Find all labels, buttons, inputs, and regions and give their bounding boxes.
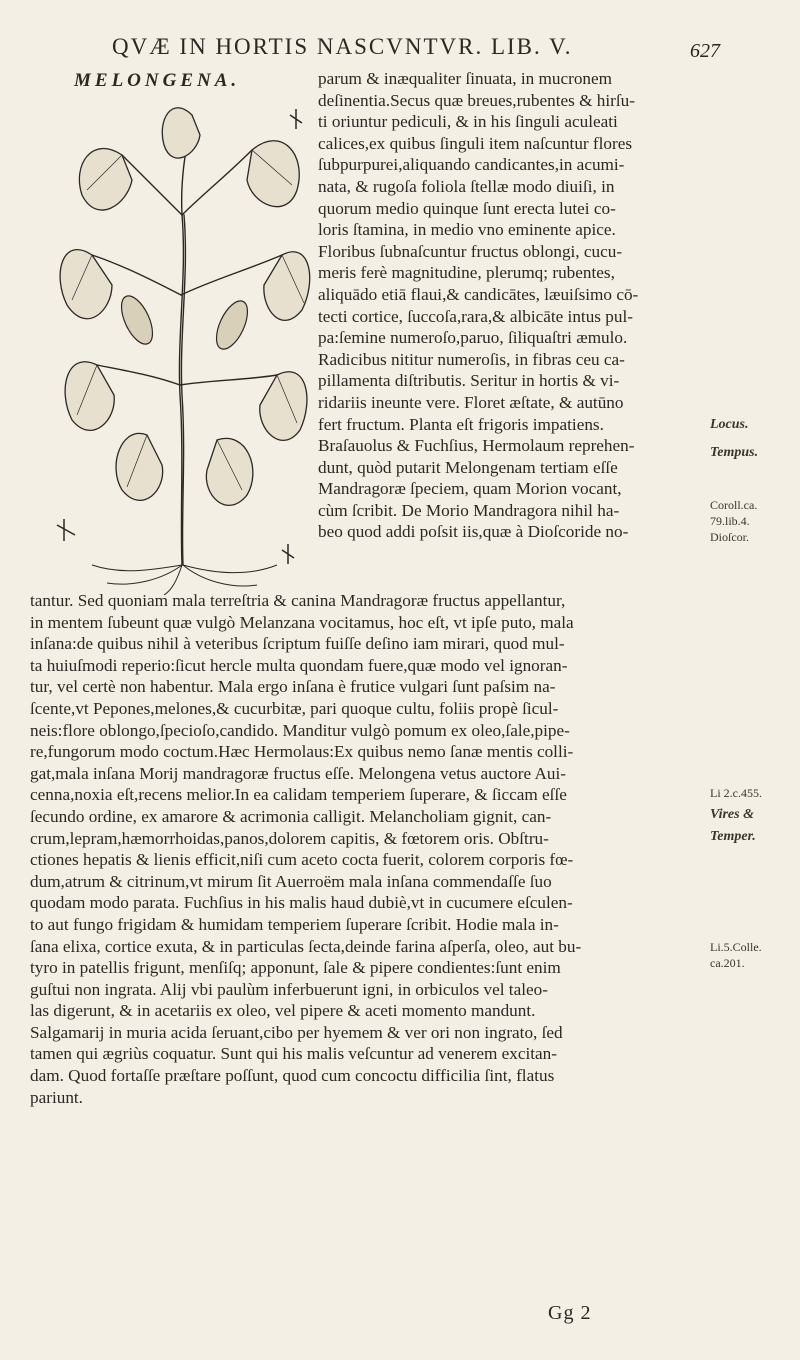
text-line: tecti cortice, ſuccoſa,rara,& albicāte intus pul- [318,306,633,326]
text-line: Radicibus nititur numeroſis, in fibras ceu ca- [318,349,625,369]
margin-note: Temper. [710,829,756,844]
text-line: pillamenta diſtributis. Seritur in hortis & vi- [318,371,620,391]
margin-note: ca.201. [710,956,745,970]
text-line: Braſauolus & Fuchſius, Hermolaum reprehen- [318,436,635,456]
text-line: guſtui non ingrata. Alij vbi paulùm inferbuerunt igni, in orbiculos vel taleo- [30,979,548,999]
text-line: dum,atrum & citrinum,vt mirum ſit Auerroëm mala inſana commendaſſe ſuo [30,871,552,891]
text-line: deſinentia.Secus quæ breues,rubentes & hirſu- [318,90,635,110]
text-line: pa:ſemine numeroſo,paruo, ſiliquaſtri æmulo. [318,328,628,348]
text-line: tyro in patellis frigunt, menſiſq; apponunt, ſale & pipere condientes:ſunt enim [30,958,561,978]
text-line: re,fungorum modo coctum.Hæc Hermolaus:Ex quibus nemo ſanæ mentis colli- [30,742,574,762]
text-line: Mandragoræ ſpeciem, quam Morion vocant, [318,479,622,499]
text-line: ſcente,vt Pepones,melones,& cucurbitæ, pari quoque cultu, foliis propè ſicul- [30,698,559,718]
text-line: fert fructum. Planta eſt frigoris impatiens. [318,414,604,434]
margin-note: Li 2.c.455. [710,786,762,800]
margin-note: Tempus. [710,445,759,460]
text-line: loris ſtamina, in medio vno eminente apice. [318,220,616,240]
text-line: cenna,noxia eſt,recens melior.In ea calidam temperiem ſuperare, & ſiccam eſſe [30,785,567,805]
text-line: tantur. Sed quoniam mala terreſtria & canina Mandragoræ fructus appellantur, [30,591,566,610]
text-line: ridariis ineunte vere. Floret æſtate, & autūno [318,392,624,412]
text-line: ſubpurpurei,aliquando candicantes,in acumi- [318,155,625,175]
text-line: neis:flore oblongo,ſpecioſo,candido. Manditur vulgò pomum ex oleo,ſale,pipe- [30,720,570,740]
margin-note: Coroll.ca. [710,498,758,512]
text-line: inſana:de quibus nihil à veteribus ſcriptum fuiſſe deſino iam mirari, quod mul- [30,634,565,654]
text-line: quorum medio quinque ſunt erecta lutei co- [318,198,616,218]
text-line: calices,ex quibus ſinguli item naſcuntur flores [318,133,633,153]
page-number: 627 [690,40,720,62]
text-line: tur, vel certè non habentur. Mala ergo inſana è frutice vulgari ſunt paſsim na- [30,677,556,697]
text-line: in mentem ſubeunt quæ vulgò Melanzana vocitamus, hoc eſt, vt ipſe puto, mala [30,612,574,632]
running-head: QVÆ IN HORTIS NASCVNTVR. LIB. V. [112,34,573,59]
text-line: tamen qui ægriùs coquatur. Sunt qui his malis veſcuntur ad venerem excitan- [30,1044,557,1064]
melongena-woodcut-illustration [52,95,317,595]
margin-note: Li.5.Colle. [710,940,762,954]
plant-title: MELONGENA. [74,70,241,91]
text-line: dunt, quòd putarit Melongenam tertiam eſſe [318,457,618,477]
column-text [318,68,710,543]
margin-note: Vires & [710,807,754,822]
text-line: cùm ſcribit. De Morio Mandragora nihil ha- [318,500,620,520]
full-width-text [30,590,710,1108]
text-line: crum,lepram,hæmorrhoidas,panos,dolorem capitis, & fœtorem oris. Obſtru- [30,828,549,848]
text-line: gat,mala inſana Morij mandragoræ fructus eſſe. Melongena vetus auctore Aui- [30,763,566,783]
text-line: las digerunt, & in acetariis ex oleo, vel pipere & aceti momento mandunt. [30,1001,536,1021]
text-line: meris ferè magnitudine, plerumq; rubentes, [318,263,615,283]
text-line: ſecundo ordine, ex amarore & acrimonia calligit. Melancholiam gignit, can- [30,806,552,826]
signature-mark: Gg 2 [548,1302,592,1324]
margin-note: 79.lib.4. [710,514,750,528]
text-line: parum & inæqualiter ſinuata, in mucronem [318,69,613,88]
text-line: aliquādo etiā flaui,& candicātes, læuiſsimo cō- [318,284,639,304]
text-line: ctiones hepatis & lienis efficit,niſi cum aceto cocta fuerit, colorem corporis fœ- [30,850,574,870]
margin-note: Dioſcor. [710,530,749,544]
text-line: ti oriuntur pediculi, & in his ſinguli aculeati [318,112,618,132]
text-line: Salgamarij in muria acida ſeruant,cibo per hyemem & ver ori non ingrato, ſed [30,1022,563,1042]
text-line: Floribus ſubnaſcuntur fructus oblongi, cucu- [318,241,623,261]
margin-note: Locus. [710,417,749,432]
text-line: dam. Quod fortaſſe præſtare poſſunt, quod cum concoctu difficilia ſint, flatus [30,1066,555,1086]
text-line: quodam modo parata. Fuchſius in his malis haud dubiè,vt in cucumere eſculen- [30,893,573,913]
text-line: nata, & rugoſa foliola ſtellæ modo diuiſi, in [318,176,615,196]
text-line: to aut fungo frigidam & humidam temperiem ſuperare ſcribit. Hodie mala in- [30,914,559,934]
text-line: pariunt. [30,1087,83,1107]
margin-notes [710,0,798,1360]
text-line: ta huiuſmodi reperio:ſicut hercle multa quondam fuere,quæ modo vel ignoran- [30,655,568,675]
text-line: ſana elixa, cortice exuta, & in particulas ſecta,deinde farina aſperſa, oleo, aut bu- [30,936,582,956]
text-line: beo quod addi poſsit iis,quæ à Dioſcoride no- [318,522,629,542]
